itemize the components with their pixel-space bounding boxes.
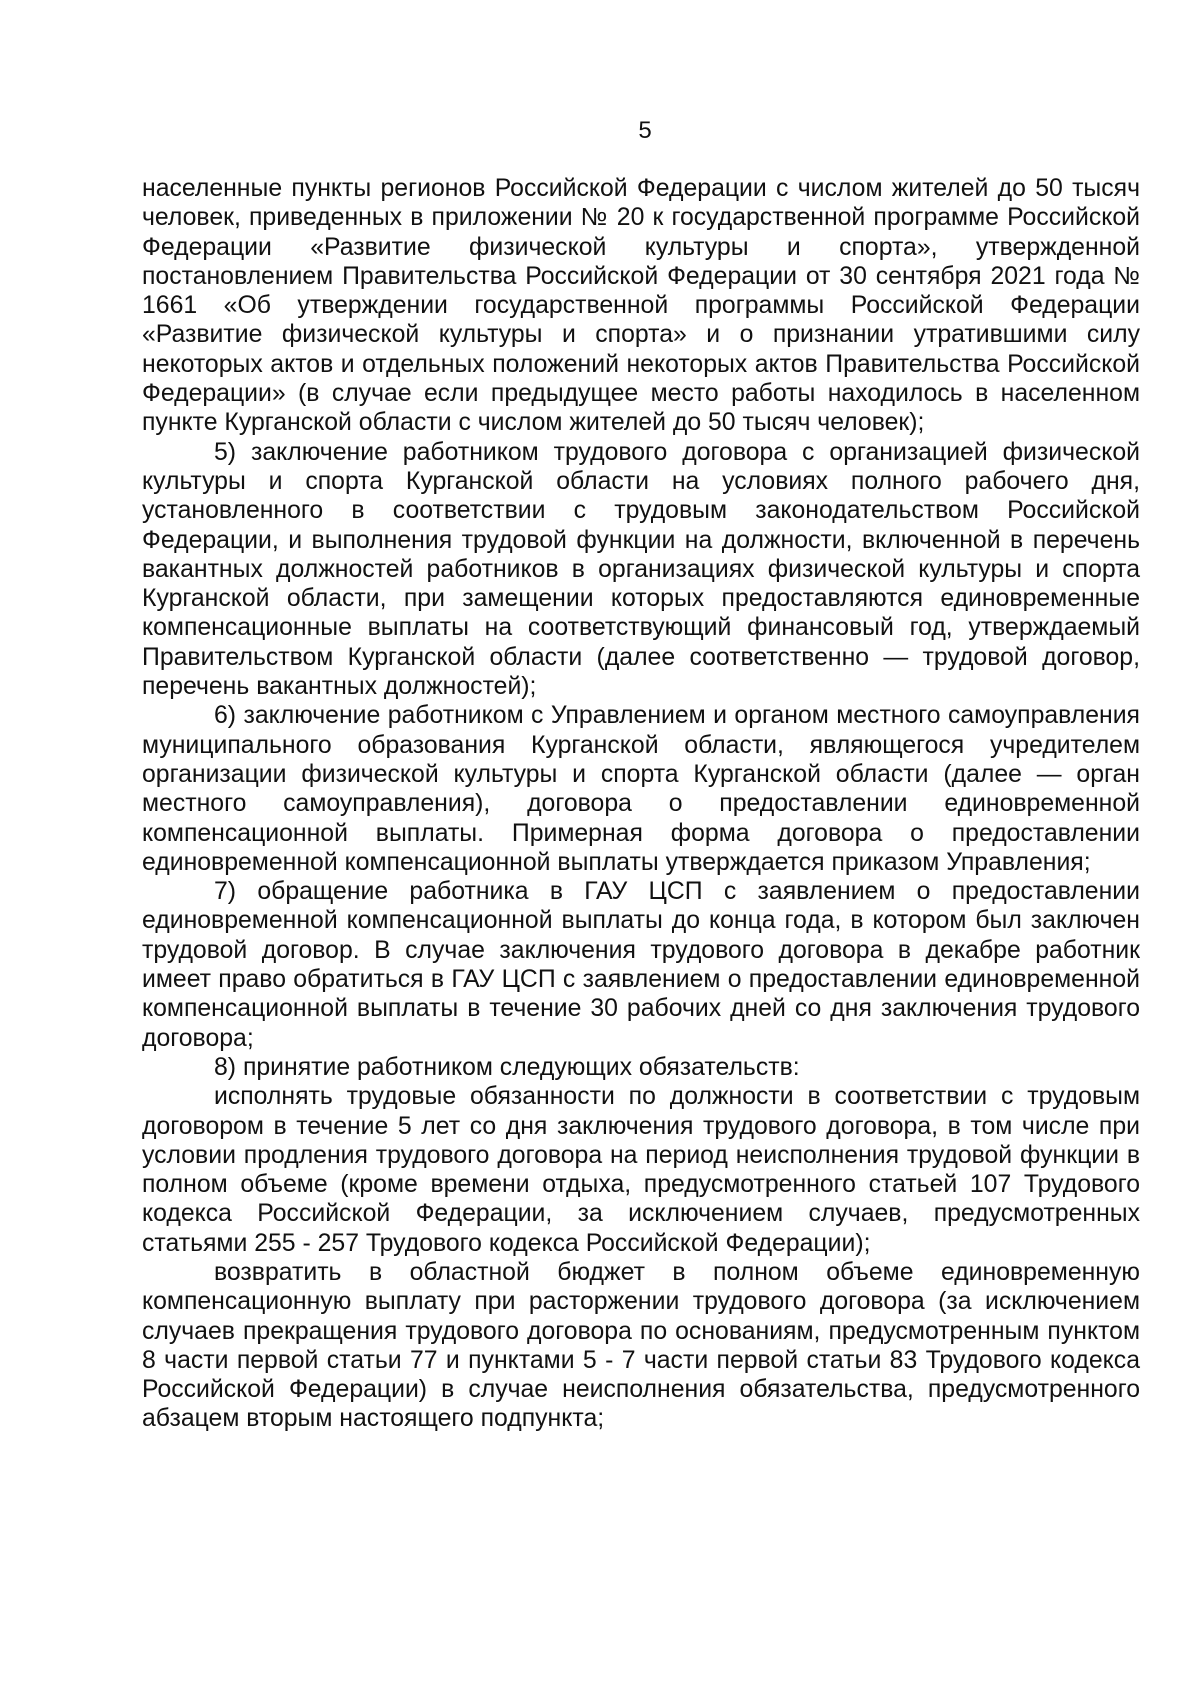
paragraph-item-7: 7) обращение работника в ГАУ ЦСП с заявлением о предоставлении единовременной компенсационной выплаты до конца года, в котором был заключен трудовой договор. В случае заключения трудового договора в декабре работник имеет право обратиться в ГАУ ЦСП с заявлением о предоставлении единовременной компенсационной выплаты в течение 30 рабочих дней со дня заключения трудового договора; xyxy=(142,878,1140,1052)
document-body xyxy=(142,174,1140,1434)
paragraph-obligation-1: исполнять трудовые обязанности по должности в соответствии с трудовым договором в течение 5 лет со дня заключения трудового договора, в том числе при условии продления трудового договора на период неисполнения трудовой функции в полном объеме (кроме времени отдыха, предусмотренного статьей 107 Трудового кодекса Российской Федерации, за исключением случаев, предусмотренных статьями 255 - 257 Трудового кодекса Российской Федерации); xyxy=(142,1083,1140,1257)
page-number: 5 xyxy=(638,117,652,144)
paragraph-item-8: 8) принятие работником следующих обязательств: xyxy=(214,1053,800,1081)
paragraph-continuation: населенные пункты регионов Российской Федерации с числом жителей до 50 тысяч человек, приведенных в приложении № 20 к государственной программе Российской Федерации «Развитие физической культуры и спорта», утвержденной постановлением Правительства Российской Федерации от 30 сентября 2021 года № 1661 «Об утверждении государственной программы Российской Федерации «Развитие физической культуры и спорта» и о признании утратившими силу некоторых актов и отдельных положений некоторых актов Правительства Российской Федерации» (в случае если предыдущее место работы находилось в населенном пункте Курганской области с числом жителей до 50 тысяч человек); xyxy=(142,175,1140,437)
paragraph-obligation-2: возвратить в областной бюджет в полном объеме единовременную компенсационную выплату при расторжении трудового договора (за исключением случаев прекращения трудового договора по основаниям, предусмотренным пунктом 8 части первой статьи 77 и пунктами 5 - 7 части первой статьи 83 Трудового кодекса Российской Федерации) в случае неисполнения обязательства, предусмотренного абзацем вторым настоящего подпункта; xyxy=(142,1258,1140,1433)
paragraph-item-6: 6) заключение работником с Управлением и органом местного самоуправления муниципального образования Курганской области, являющегося учредителем организации физической культуры и спорта Курганской области (далее — орган местного самоуправления), договора о предоставлении единовременной компенсационной выплаты. Примерная форма договора о предоставлении единовременной компенсационной выплаты утверждается приказом Управления; xyxy=(142,702,1140,876)
paragraph-item-5: 5) заключение работником трудового договора с организацией физической культуры и спорта Курганской области на условиях полного рабочего дня, установленного в соответствии с трудовым законодательством Российской Федерации, и выполнения трудовой функции на должности, включенной в перечень вакантных должностей работников в организациях физической культуры и спорта Курганской области, при замещении которых предоставляются единовременные компенсационные выплаты на соответствующий финансовый год, утверждаемый Правительством Курганской области (далее соответственно — трудовой договор, перечень вакантных должностей); xyxy=(142,438,1140,701)
